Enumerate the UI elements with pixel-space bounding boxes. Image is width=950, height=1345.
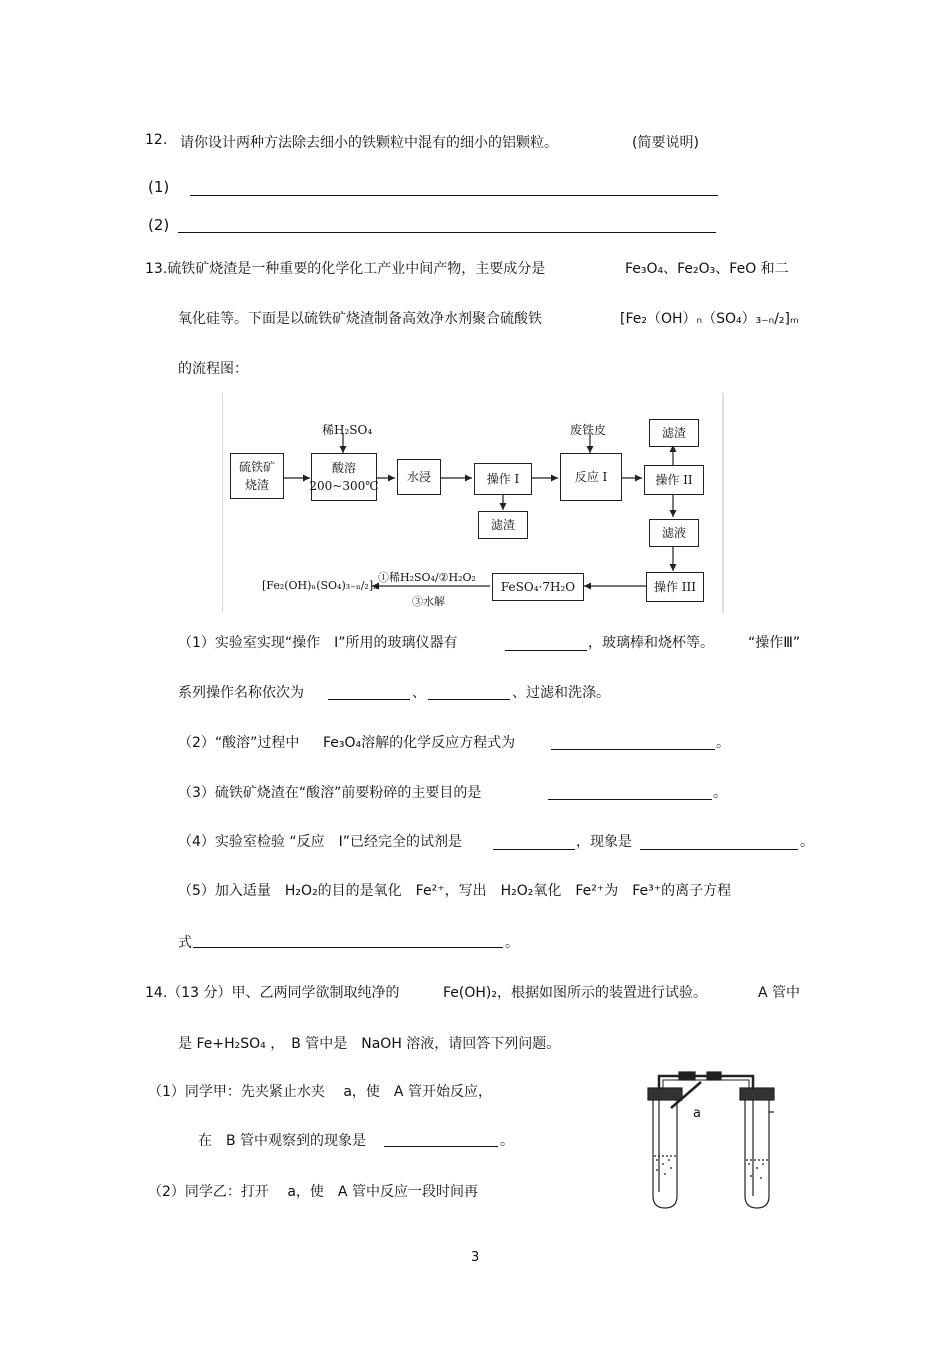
apparatus-drawing: [643, 1068, 777, 1210]
q13-line1: 13.硫铁矿烧渣是一种重要的化学化工产业中间产物，主要成分是: [145, 261, 546, 277]
flow-box-acid-dissolve: 酸溶 200~300℃: [311, 453, 377, 501]
q14-part1: （1）同学甲：先夹紧止水夹 a，使 A 管开始反应，: [148, 1084, 492, 1100]
q13-3-blank[interactable]: [548, 799, 712, 800]
flow-label-scrap-iron: 废铁皮: [570, 423, 607, 437]
q13-1-text-c: “操作Ⅲ”: [748, 635, 801, 651]
q13-5-text-b: 式: [178, 935, 192, 951]
q13-2-text: （2）“酸溶”过程中: [178, 735, 300, 751]
q13-5-end: 。: [505, 935, 519, 951]
apparatus-figure: [643, 1068, 777, 1210]
q12-item2-label: (2): [148, 216, 170, 234]
flow-label-dilute-acid: 稀H₂SO₄: [322, 423, 373, 437]
q13-3-end: 。: [713, 785, 727, 801]
q13-4-text-b: ，现象是: [576, 834, 632, 850]
q14-part1-end: 。: [500, 1133, 514, 1149]
page-number: 3: [471, 1250, 480, 1265]
q13-2-end: 。: [716, 735, 730, 751]
flow-box-residue-1: 滤渣: [478, 511, 528, 539]
q13-4-text: （4）实验室检验 “反应 I”已经完全的试剂是: [178, 834, 462, 850]
flow-box-operation-1: 操作 I: [474, 463, 532, 495]
flow-label-product: [Fe₂(OH)ₙ(SO₄)₃₋ₙ/₂]ₘ: [262, 579, 380, 592]
flow-box-water-leach: 水浸: [397, 459, 441, 495]
q12-answer-line-1[interactable]: [190, 195, 718, 196]
q13-3-text: （3）硫铁矿烧渣在“酸溶”前要粉碎的主要目的是: [178, 785, 482, 801]
q13-4-end: 。: [800, 834, 814, 850]
clamp-label: a: [693, 1106, 701, 1121]
flow-box-filtrate: 滤液: [649, 519, 699, 547]
q13-1-blank-2[interactable]: [328, 699, 410, 700]
q13-1-blank-3[interactable]: [428, 699, 510, 700]
q13-1-text-f: 、过滤和洗涤。: [512, 685, 610, 701]
q14-line1-formula: Fe(OH)₂，根据如图所示的装置进行试验。: [443, 985, 707, 1001]
flow-box-residue-2: 滤渣: [649, 419, 699, 447]
q13-2-blank[interactable]: [551, 749, 715, 750]
q13-4-blank-1[interactable]: [493, 849, 575, 850]
q13-2-formula: Fe₃O₄溶解的化学反应方程式为: [323, 735, 516, 751]
q13-1-blank-1[interactable]: [505, 650, 587, 651]
q14-line1-end: A 管中: [758, 985, 801, 1001]
flow-chart: [222, 393, 724, 613]
flow-label-steps-b: ③水解: [412, 595, 445, 608]
q13-5-text: （5）加入适量 H₂O₂的目的是氧化 Fe²⁺，写出 H₂O₂氧化 Fe²⁺为 Fe³⁺的离子方程: [178, 883, 732, 899]
flow-box-operation-2: 操作 II: [644, 465, 704, 495]
q12-note: (简要说明): [632, 135, 699, 151]
q14-part2: （2）同学乙：打开 a，使 A 管中反应一段时间再: [148, 1184, 478, 1200]
flow-box-reaction-1: 反应 I: [560, 453, 622, 501]
q13-product-formula: [Fe₂（OH）ₙ（SO₄）₃₋ₙ/₂]ₘ: [620, 311, 799, 327]
q13-1-text-b: ，玻璃棒和烧杯等。: [588, 635, 714, 651]
q12-text: 请你设计两种方法除去细小的铁颗粒中混有的细小的铝颗粒。: [180, 135, 558, 151]
q13-1-text: （1）实验室实现“操作 I”所用的玻璃仪器有: [178, 635, 458, 651]
q13-line1-formulas: Fe₃O₄、Fe₂O₃、FeO 和二: [625, 261, 789, 277]
flow-label-steps-a: ①稀H₂SO₄/②H₂O₂: [378, 571, 476, 584]
q12-answer-line-2[interactable]: [178, 232, 716, 233]
q14-line1: 14.（13 分）甲、乙两同学欲制取纯净的: [145, 985, 400, 1001]
q14-part1b: 在 B 管中观察到的现象是: [198, 1133, 367, 1149]
q12-number: 12.: [145, 132, 168, 148]
q13-5-blank[interactable]: [193, 947, 503, 948]
flow-box-operation-3: 操作 III: [646, 572, 704, 602]
q13-line3: 的流程图：: [178, 361, 248, 377]
q13-1-text-e: 、: [412, 685, 426, 701]
q14-part1-blank[interactable]: [384, 1146, 498, 1147]
q14-line2: 是 Fe+H₂SO₄ ， B 管中是 NaOH 溶液，请回答下列问题。: [178, 1036, 561, 1052]
flow-box-raw-slag: 硫铁矿 烧渣: [230, 453, 284, 499]
q13-line2: 氧化硅等。下面是以硫铁矿烧渣制备高效净水剂聚合硫酸铁: [178, 311, 542, 327]
q13-1-text-d: 系列操作名称依次为: [178, 685, 304, 701]
q12-item1-label: (1): [148, 178, 170, 196]
q13-4-blank-2[interactable]: [640, 849, 798, 850]
flow-box-feso4: FeSO₄·7H₂O: [492, 573, 584, 601]
